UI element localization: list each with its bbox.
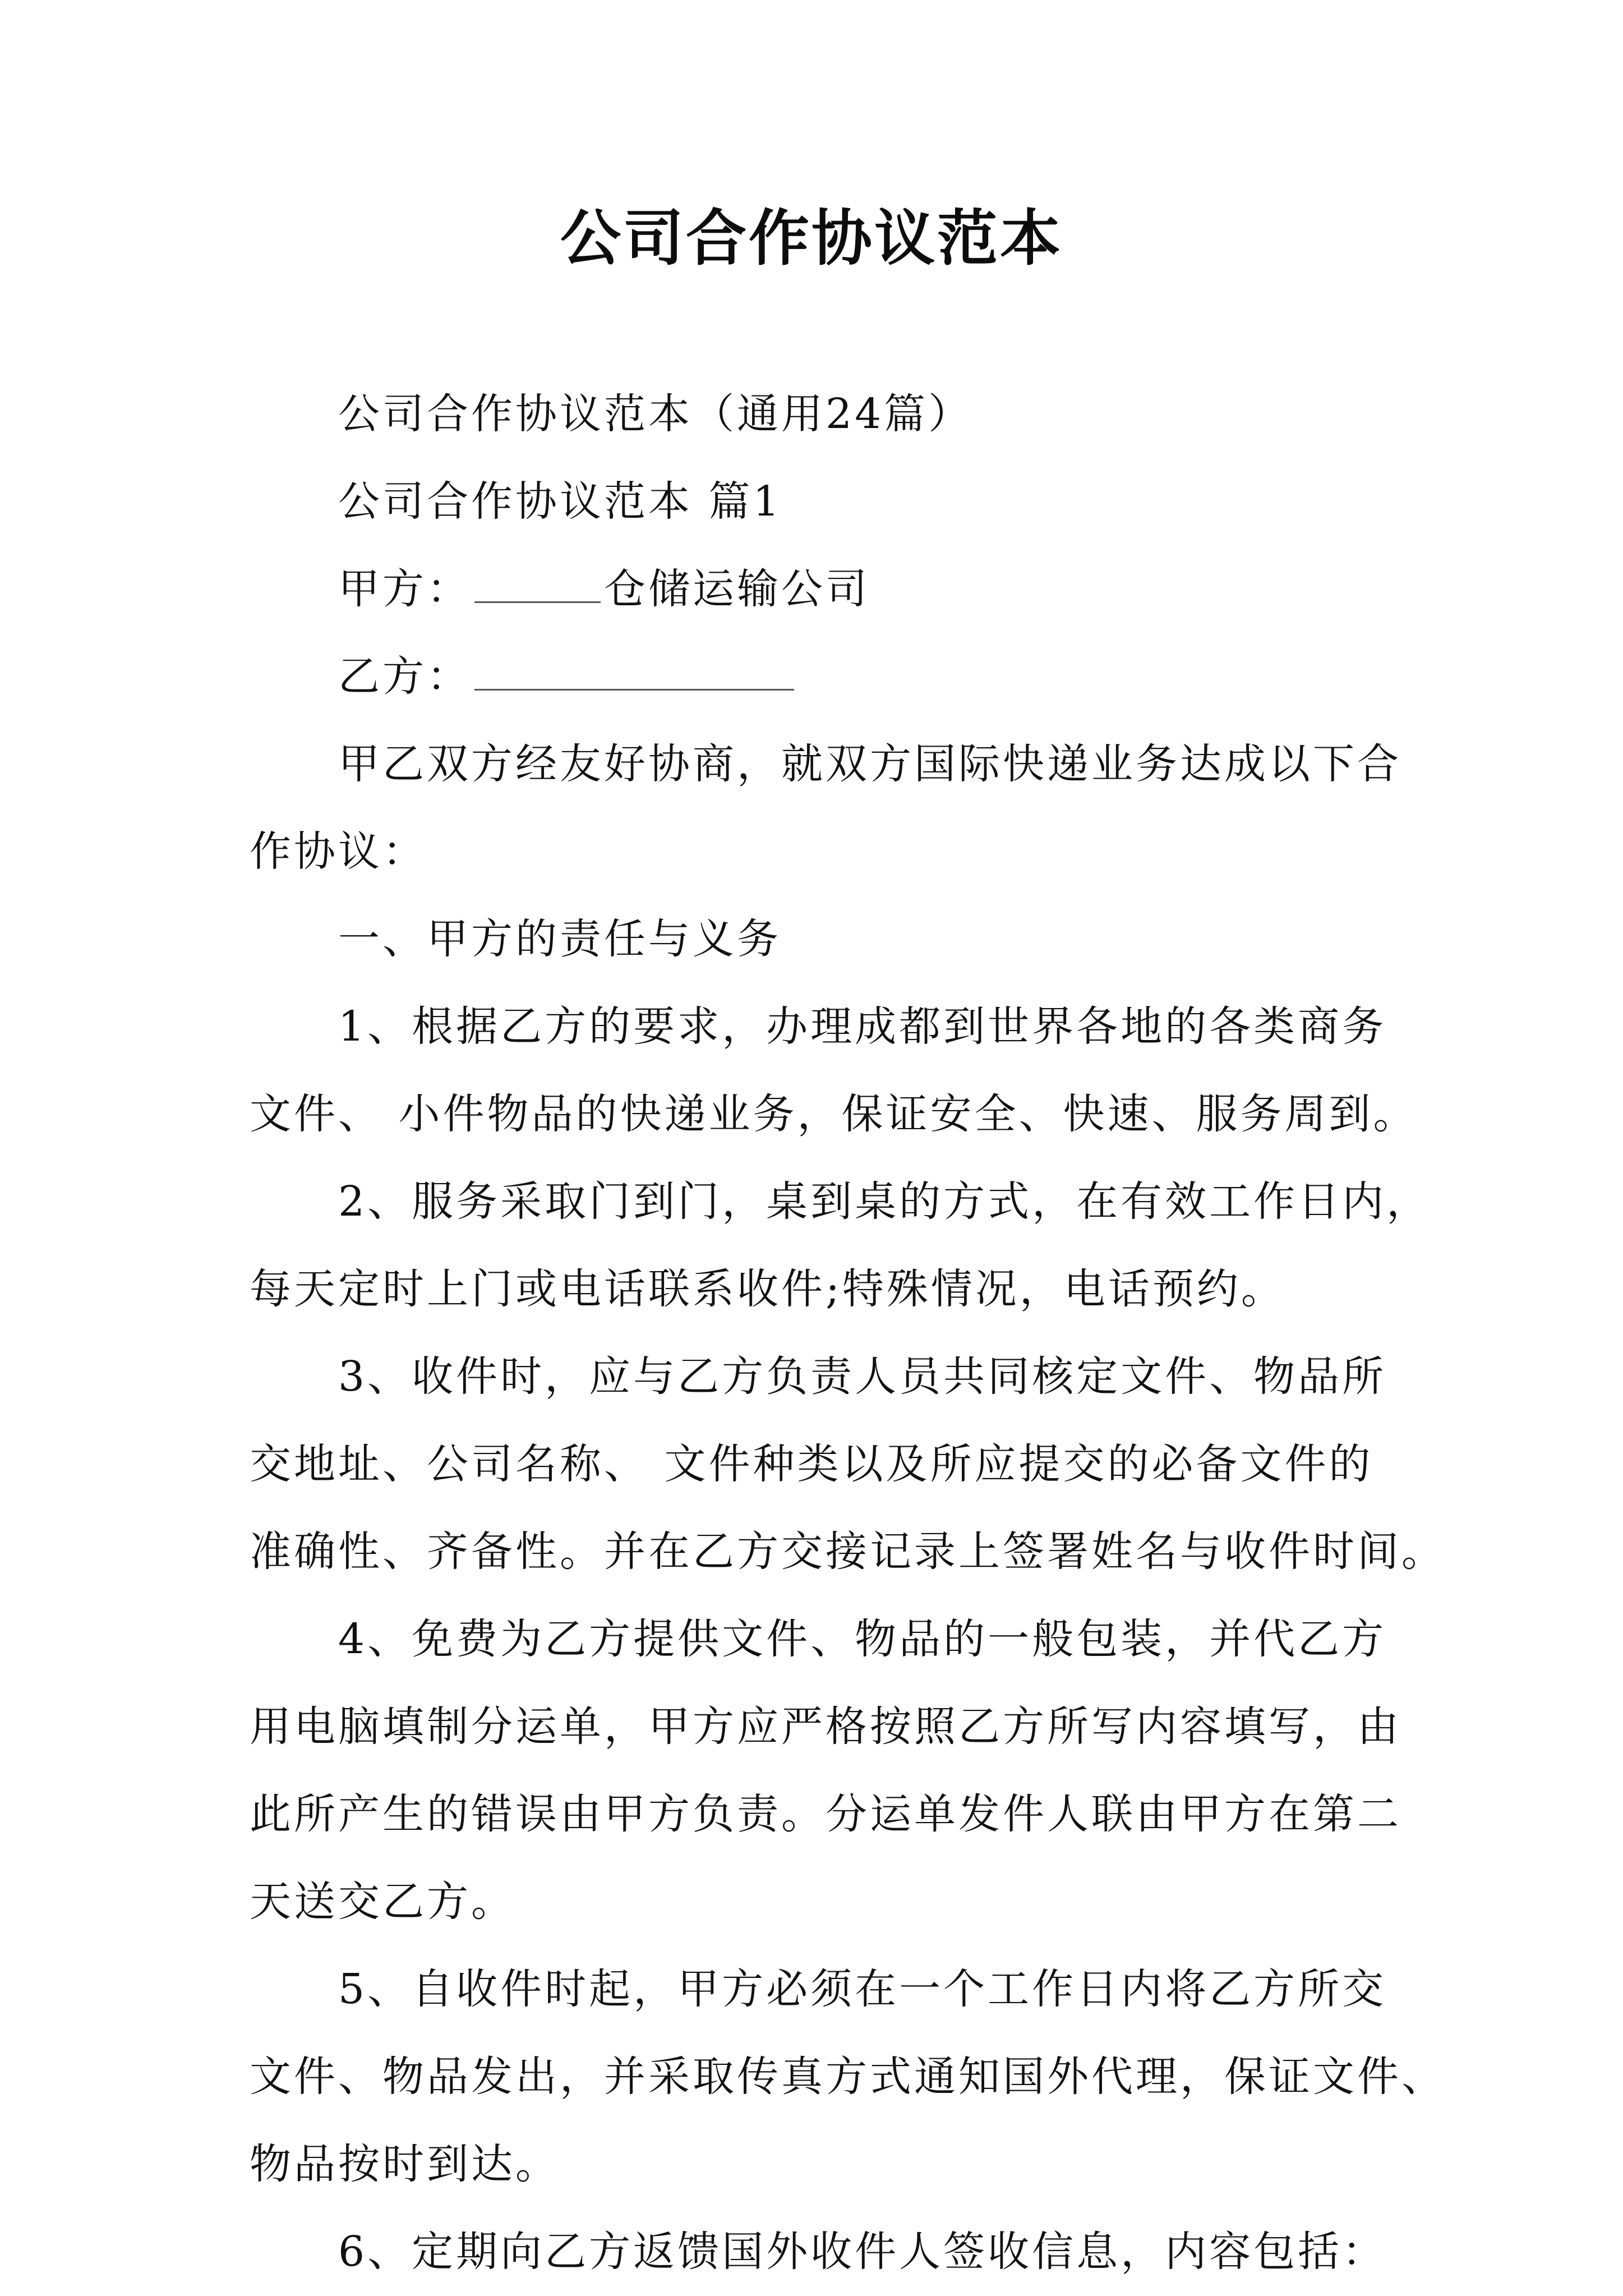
clause-item-6 bbox=[250, 2208, 1394, 2295]
item-line: 交地址、公司名称、 文件种类以及所应提交的必备文件的 bbox=[250, 1440, 1373, 1488]
party-a-name: 仓储运输公司 bbox=[604, 565, 870, 613]
document-title: 公司合作协议范本 bbox=[560, 203, 1063, 274]
item-line: 用电脑填制分运单，甲方应严格按照乙方所写内容填写，由 bbox=[250, 1703, 1401, 1751]
party-a-blank bbox=[474, 569, 601, 603]
item-line: 6、定期向乙方返馈国外收件人签收信息，内容包括： bbox=[338, 2228, 1387, 2276]
clause-heading: 一、甲方的责任与义务 bbox=[338, 915, 781, 963]
section-heading: 公司合作协议范本 篇1 bbox=[338, 477, 782, 526]
party-a-line bbox=[250, 545, 1394, 633]
item-line: 准确性、齐备性。并在乙方交接记录上签署姓名与收件时间。 bbox=[250, 1527, 1446, 1576]
item-line: 4、免费为乙方提供文件、物品的一般包装，并代乙方 bbox=[338, 1615, 1387, 1663]
subtitle: 公司合作协议范本（通用24篇） bbox=[338, 390, 973, 438]
party-b-blank bbox=[474, 656, 794, 691]
item-line: 2、服务采取门到门，桌到桌的方式，在有效工作日内， bbox=[338, 1177, 1431, 1226]
item-line: 文件、物品发出，并采取传真方式通知国外代理，保证文件、 bbox=[250, 2053, 1446, 2101]
clause-item-3 bbox=[250, 1333, 1446, 1595]
document-body bbox=[250, 370, 1446, 2295]
item-line: 每天定时上门或电话联系收件;特殊情况，电话预约。 bbox=[250, 1265, 1285, 1313]
party-b-label: 乙方： bbox=[338, 652, 471, 701]
clause-item-1 bbox=[250, 983, 1418, 1158]
clause-item-2 bbox=[250, 1158, 1431, 1333]
item-line: 此所产生的错误由甲方负责。分运单发件人联由甲方在第二 bbox=[250, 1790, 1401, 1838]
party-b-line bbox=[250, 633, 1394, 720]
clause-item-4 bbox=[250, 1595, 1401, 1945]
intro-line: 甲乙双方经友好协商，就双方国际快递业务达成以下合 bbox=[338, 740, 1401, 788]
item-line: 物品按时到达。 bbox=[250, 2140, 560, 2188]
item-line: 1、根据乙方的要求，办理成都到世界各地的各类商务 bbox=[338, 1002, 1387, 1051]
intro-line: 作协议： bbox=[250, 827, 427, 876]
party-a-label: 甲方： bbox=[338, 565, 471, 613]
item-line: 文件、 小件物品的快递业务，保证安全、快速、服务周到。 bbox=[250, 1090, 1418, 1138]
item-line: 3、收件时，应与乙方负责人员共同核定文件、物品所 bbox=[338, 1352, 1387, 1401]
clause-item-5 bbox=[250, 1945, 1446, 2208]
item-line: 5、自收件时起，甲方必须在一个工作日内将乙方所交 bbox=[338, 1965, 1387, 2013]
item-line: 天送交乙方。 bbox=[250, 1878, 515, 1926]
